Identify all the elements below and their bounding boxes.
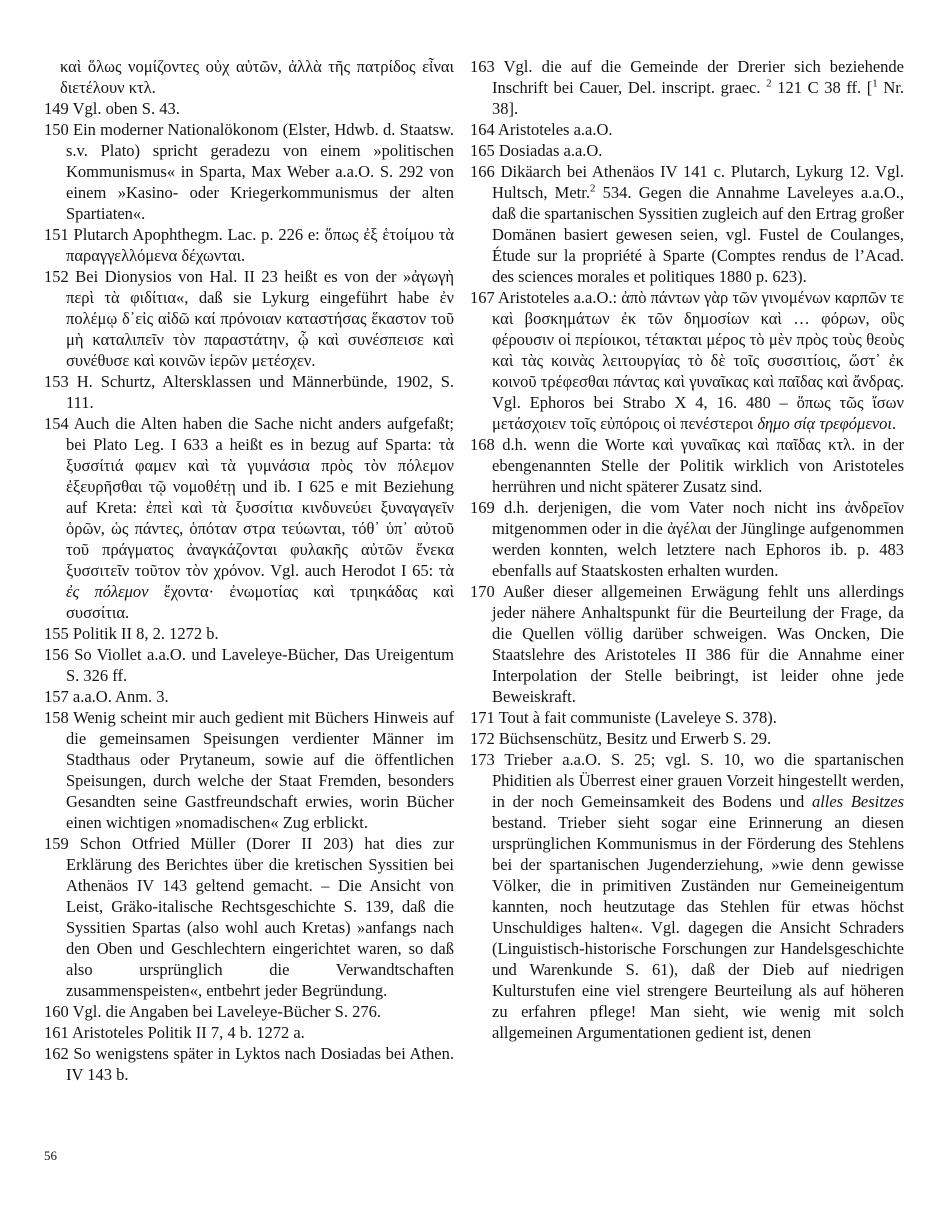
footnote-152 bbox=[44, 266, 454, 371]
footnote-text: Dikäarch bei Athenäos IV 141 c. Plutarch, Lykurg 12. Vgl. Hultsch, Metr. bbox=[492, 162, 904, 202]
footnote-text: Ein moderner Nationalökonom (Elster, Hdwb. d. Staatsw. s.v. Plato) spricht geradezu von einem »politischen Kommunismus« in Sparta, Max Weber a.a.O. S. 292 von einem »Kasino- oder Kriegerkommunismus der alten Spartiaten«. bbox=[66, 120, 455, 223]
footnote-text: Tout à fait communiste (Laveleye S. 378). bbox=[498, 708, 777, 727]
footnote-number: 157 bbox=[44, 687, 73, 706]
footnote-number: 173 bbox=[470, 750, 505, 769]
footnote-number: 166 bbox=[470, 162, 501, 181]
footnote-170 bbox=[470, 581, 904, 707]
page-number: 56 bbox=[44, 1148, 57, 1163]
footnote-text: Plutarch Apophthegm. Lac. p. 226 e: ὅπως ἐξ ἑτοίμου τὰ παραγγελλόμενα δέχωνται. bbox=[66, 225, 454, 265]
footnote-text: 534. Gegen die Annahme Laveleyes a.a.O., daß die spartanischen Syssitien zugleich auf den Ertrag großer Domänen basiert gewesen seien, vgl. Fustel de Coulanges, Étude sur la propriété à Sparte (Comptes rendus de l’Acad. des sciences morales et politiques 1880 p. 623). bbox=[492, 183, 904, 286]
footnote-text: Dosiadas a.a.O. bbox=[498, 141, 603, 160]
footnote-number: 155 bbox=[44, 624, 73, 643]
footnote-150 bbox=[44, 119, 454, 224]
footnote-number: 153 bbox=[44, 372, 77, 391]
footnote-number: 168 bbox=[470, 435, 503, 454]
footnote-number: 156 bbox=[44, 645, 75, 664]
footnote-149 bbox=[44, 98, 454, 119]
footnote-166 bbox=[470, 161, 904, 287]
footnotes-column-left bbox=[44, 56, 454, 1085]
footnote-157 bbox=[44, 686, 454, 707]
footnote-continuation bbox=[44, 56, 454, 98]
footnote-number: 158 bbox=[44, 708, 74, 727]
footnote-172 bbox=[470, 728, 904, 749]
footnote-text: Schon Otfried Müller (Dorer II 203) hat dies zur Erklärung des Berichtes über die kretischen Syssitien bei Athenäos IV 143 geltend gemacht. – Die Ansicht von Leist, Gräko-italische Rechtsgeschichte S. 139, daß die Syssitien Spartas (also wohl auch Kretas) »anfangs nach den Oben und Geschlechtern eingerichtet waren, so daß also ursprünglich die Verwandtschaften zusammenspeisten«, entbehrt jeder Begründung. bbox=[66, 834, 454, 1000]
footnote-162 bbox=[44, 1043, 454, 1085]
footnote-text: Wenig scheint mir auch gedient mit Büchers Hinweis auf die gemeinsamen Speisungen verdienter Männer im Stadthaus oder Prytaneum, sowie auf die öffentlichen Speisungen, durch welche der Staat Fremden, besonders Gesandten seine Gastfreundschaft erwies, worin Bücher einen wichtigen »nomadischen« Zug erblickt. bbox=[66, 708, 455, 832]
footnote-171 bbox=[470, 707, 904, 728]
footnote-number: 172 bbox=[470, 729, 499, 748]
footnote-173 bbox=[470, 749, 904, 1043]
footnote-153 bbox=[44, 371, 454, 413]
footnote-number: 151 bbox=[44, 225, 74, 244]
footnote-text: Büchsenschütz, Besitz und Erwerb S. 29. bbox=[498, 729, 772, 748]
footnote-text: Aristoteles a.a.O.: ἀπὸ πάντων γὰρ τῶν γινομένων καρπῶν τε καὶ βοσκημάτων ἐκ τῶν δημοσίων καὶ … φόρων, οὓς φέρουσιν οἱ περίοικοι, τέτακται μέρος τὸ μὲν πρὸς τοὺς θεοὺς καὶ τὰς κοινὰς λειτουργίας τὸ δὲ τοῖς συσσιτίοις, ὥστ᾽ ἐκ κοινοῦ τρέφεσθαι πάντας καὶ γυναῖκας καὶ παῖδας καὶ ἄνδρας. Vgl. Ephoros bei Strabo X 4, 16. 480 – ὅπως τῶς ἴσων μετάσχοιεν τοῖς εὐπόροις οἱ πενέστεροι bbox=[492, 288, 904, 433]
footnote-text: d.h. derjenigen, die vom Vater noch nicht ins ἀνδρεῖον mitgenommen oder in die ἀγέλαι der Jünglinge aufgenommen werden konnten, welch letztere nach Ephoros ib. p. 483 ebenfalls auf Staatskosten erhalten wurden. bbox=[492, 498, 905, 580]
footnotes-column-right bbox=[470, 56, 904, 1085]
footnote-text: Vgl. die auf die Gemeinde der Drerier sich beziehende Inschrift bei Cauer, Del. inscript. graec. bbox=[492, 57, 905, 97]
footnote-text: Aristoteles a.a.O. bbox=[497, 120, 613, 139]
footnote-text: Bei Dionysios von Hal. II 23 heißt es von der »ἀγωγὴ περὶ τὰ φιδίτια«, daß sie Lykurg eingeführt habe ἐν πολέμῳ δ᾽εἰς αἰδῶ καί πρόνοιαν καταστήσας ἕκαστον τοῦ μὴ καταλιπεῖν τὸν παραστάτην, ᾧ καὶ συνέσπεισε καὶ συνέθυσε καὶ κοινῶν ἱερῶν μετέσχεν. bbox=[66, 267, 455, 370]
footnote-number: 160 bbox=[44, 1002, 73, 1021]
footnote-number: 150 bbox=[44, 120, 73, 139]
footnote-number: 159 bbox=[44, 834, 80, 853]
footnote-number: 165 bbox=[470, 141, 499, 160]
footnote-text: Politik II 8, 2. 1272 b. bbox=[72, 624, 219, 643]
footnote-number: 171 bbox=[470, 708, 499, 727]
footnote-text: d.h. wenn die Worte καὶ γυναῖκας καὶ παῖδας κτλ. in der ebengenannten Stelle der Politik wirklich von Aristoteles herrühren und nicht späterer Zusatz sind. bbox=[492, 435, 904, 496]
footnote-168 bbox=[470, 434, 904, 497]
footnote-number: 149 bbox=[44, 99, 73, 118]
footnote-text: So wenigstens später in Lyktos nach Dosiadas bei Athen. IV 143 b. bbox=[66, 1044, 454, 1084]
italic-text: alles Besitzes bbox=[811, 792, 904, 811]
footnote-number: 163 bbox=[470, 57, 504, 76]
footnote-text: Vgl. oben S. 43. bbox=[72, 99, 180, 118]
footnote-160 bbox=[44, 1001, 454, 1022]
footnote-169 bbox=[470, 497, 904, 581]
footnote-number: 169 bbox=[470, 498, 504, 517]
footnote-text: . bbox=[892, 414, 897, 433]
footnote-text: καὶ ὅλως νομίζοντες οὐχ αὑτῶν, ἀλλὰ τῆς πατρίδος εἶναι διετέλουν κτλ. bbox=[60, 57, 454, 97]
footnote-159 bbox=[44, 833, 454, 1001]
footnote-text: Außer dieser allgemeinen Erwägung fehlt uns allerdings jeder nähere Anhaltspunkt für die Beurteilung der Frage, da die Quellen völlig darüber schweigen. Was Oncken, Die Staatslehre des Aristoteles II 386 für die Annahme einer Interpolation der Stelle beibringt, ist leider ohne jede Beweiskraft. bbox=[492, 582, 904, 706]
footnote-151 bbox=[44, 224, 454, 266]
footnote-158 bbox=[44, 707, 454, 833]
superscript: 2 bbox=[766, 77, 772, 90]
footnote-167 bbox=[470, 287, 904, 434]
footnotes-area bbox=[44, 56, 904, 1085]
footnote-number: 154 bbox=[44, 414, 74, 433]
footnote-text: Auch die Alten haben die Sache nicht anders aufgefaßt; bei Plato Leg. I 633 a heißt es in bezug auf Sparta: τὰ ξυσσίτιά φαμεν καὶ τὰ γυμνάσια πρὸς τὸν πόλεμον ἐξευρῆσθαι τῷ νομοθέτῃ und ib. I 625 e mit Beziehung auf Kreta: ἐπεὶ καὶ τὰ ξυσσίτια κινδυνεύει ξυναγαγεῖν ὁρῶν, ὡς πάντες, ὁπόταν στρα τεύωνται, τόθ᾽ ὑπ᾽ αὐτοῦ τοῦ πράγματος ἀναγκάζονται φυλακῆς αὐτῶν ἕνεκα ξυσσιτεῖν τοῦτον τὸν χρόνον. Vgl. auch Herodot I 65: τὰ bbox=[66, 414, 454, 580]
footnote-text: H. Schurtz, Altersklassen und Männerbünde, 1902, S. 111. bbox=[66, 372, 454, 412]
footnote-165 bbox=[470, 140, 904, 161]
italic-text: ἐς πόλεμον bbox=[66, 582, 149, 601]
footnote-text: a.a.O. Anm. 3. bbox=[72, 687, 169, 706]
footnote-number: 167 bbox=[470, 288, 498, 307]
footnote-text: Trieber a.a.O. S. 25; vgl. S. 10, wo die spartanischen Phiditien als Überrest einer grauen Vorzeit hingestellt werden, in der noch Gemeinsamkeit des Bodens und bbox=[492, 750, 904, 811]
footnote-text: Nr. 38]. bbox=[492, 78, 904, 118]
footnote-155 bbox=[44, 623, 454, 644]
footnote-161 bbox=[44, 1022, 454, 1043]
footnote-number: 164 bbox=[470, 120, 498, 139]
superscript: 1 bbox=[872, 77, 878, 90]
footnote-number: 152 bbox=[44, 267, 76, 286]
footnote-164 bbox=[470, 119, 904, 140]
footnote-156 bbox=[44, 644, 454, 686]
footnote-number: 170 bbox=[470, 582, 503, 601]
italic-text: δημο σίᾳ τρεφόμενοι bbox=[757, 414, 892, 433]
footnote-154 bbox=[44, 413, 454, 623]
footnote-number: 161 bbox=[44, 1023, 72, 1042]
footnote-text: Vgl. die Angaben bei Laveleye-Bücher S. 276. bbox=[72, 1002, 381, 1021]
footnote-text: 121 C 38 ff. [ bbox=[771, 78, 873, 97]
footnote-text: bestand. Trieber sieht sogar eine Erinnerung an diesen ursprünglichen Kommunismus in der Förderung des Stehlens bei der spartanischen Jugenderziehung, »wie denn gewisse Völker, die in primitiven Zuständen nur Gemeineigentum kannten, noch heutzutage das Stehlen für etwas höchst Unschuldiges halten«. Vgl. dagegen die Ansicht Schraders (Linguistisch-historische Forschungen zur Handelsgeschichte und Warenkunde S. 61), daß der Dieb auf niedrigen Kulturstufen eine viel strengere Beurteilung als auf höheren zu erfahren pflege! Man sieht, wie wenig mit solch allgemeinen Argumentationen gedient ist, denen bbox=[492, 813, 904, 1042]
footnote-text: So Viollet a.a.O. und Laveleye-Bücher, Das Ureigentum S. 326 ff. bbox=[66, 645, 454, 685]
footnote-number: 162 bbox=[44, 1044, 74, 1063]
footnote-text: Aristoteles Politik II 7, 4 b. 1272 a. bbox=[71, 1023, 305, 1042]
footnote-163 bbox=[470, 56, 904, 119]
footnote-text: ἔχοντα· ἐνωμοτίας καὶ τριηκάδας καὶ συσσίτια. bbox=[66, 582, 455, 622]
superscript: 2 bbox=[589, 182, 596, 195]
